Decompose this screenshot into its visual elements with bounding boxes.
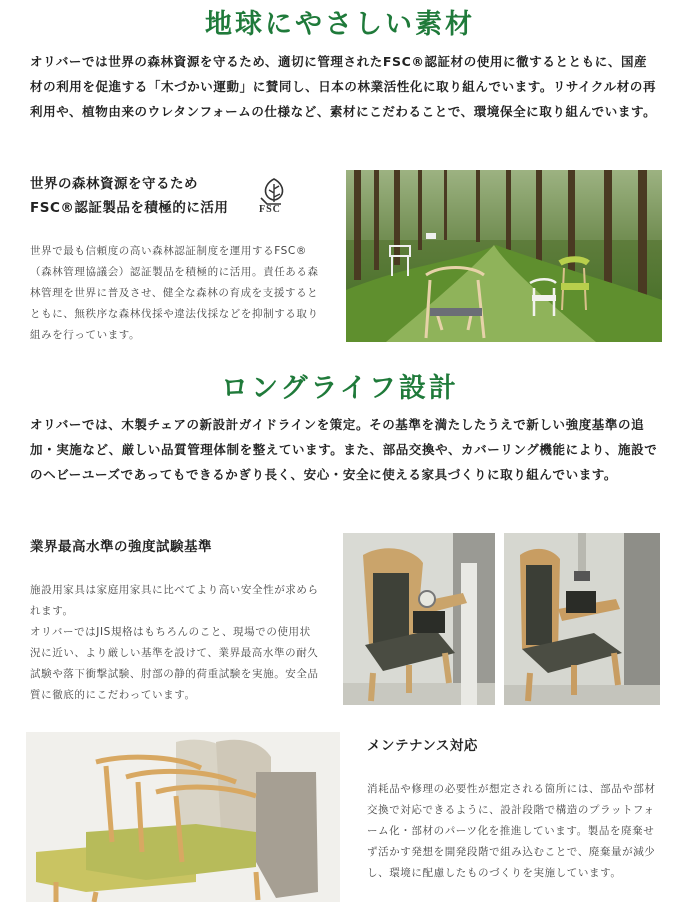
section1-title: 地球にやさしい素材 xyxy=(205,9,475,40)
strength-test-body2: オリバーではJIS規格はもちろんのこと、現場での使用状況に近い、より厳しい基準を設けて、業界最高水準の耐久試験や落下衝撃試験、肘部の静的荷重試験を実施。安全品質に徹底的にこだわっています。 xyxy=(30,626,319,701)
fsc-subheading-line2: FSC®認証製品を積極的に活用 xyxy=(30,200,229,216)
fsc-subheading-line1: 世界の森林資源を守るため xyxy=(30,176,198,192)
maintenance-heading: メンテナンス対応 xyxy=(367,738,478,754)
fsc-logo-icon xyxy=(255,176,293,218)
strength-test-body1: 施設用家具は家庭用家具に比べてより高い安全性が求められます。 xyxy=(30,584,319,617)
section2-title: ロングライフ設計 xyxy=(221,373,459,404)
fsc-body-text: 世界で最も信頼度の高い森林認証制度を運用するFSC®（森林管理協議会）認証製品を積極的に活用。責任ある森林管理を世界に普及させ、健全な森林の育成を支援するとともに、無秩序な森林伐採や違法伐採などを抑制する取り組みを行っています。 xyxy=(30,245,319,341)
strength-test-photo-1 xyxy=(343,533,495,705)
sofa-parts-photo xyxy=(26,732,340,902)
forest-chairs-photo xyxy=(346,170,662,342)
maintenance-body: 消耗品や修理の必要性が想定される箇所には、部品や部材交換で対応できるように、設計段階で構造のプラットフォーム化・部材のパーツ化を推進しています。製品を廃棄せず活かす発想を開発段階で組み込むことで、廃棄量が減少し、環境に配慮したものづくりを実施しています。 xyxy=(367,783,656,879)
strength-test-photo-2 xyxy=(504,533,660,705)
strength-test-heading: 業界最高水準の強度試験基準 xyxy=(30,539,212,555)
section2-lead: オリバーでは、木製チェアの新設計ガイドラインを策定。その基準を満たしたうえで新しい強度基準の追加・実施など、厳しい品質管理体制を整えています。また、部品交換や、カバーリング機能により、施設でのヘビーユーズであってもできるかぎり長く、安心・安全に使える家具づくりに取り組んでいます。 xyxy=(30,417,658,482)
section1-lead: オリバーでは世界の森林資源を守るため、適切に管理されたFSC®認証材の使用に徹するとともに、国産材の利用を促進する「木づかい運動」に賛同し、日本の林業活性化に取り組んでいます。リサイクル材の再利用や、植物由来のウレタンフォームの仕様など、素材にこだわることで、環境保全に取り組んでいます。 xyxy=(30,54,657,119)
fsc-logo-text: FSC xyxy=(259,204,281,215)
